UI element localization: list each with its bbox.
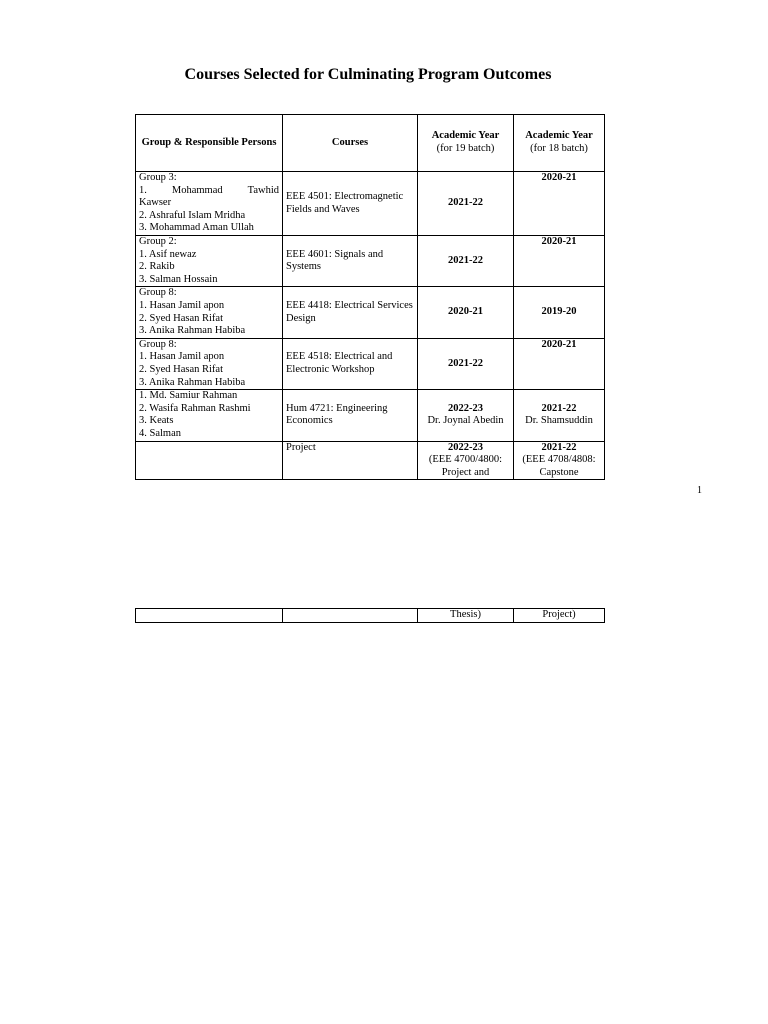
year19-cell: 2022-23 Dr. Joynal Abedin (418, 390, 514, 441)
group-cell: Group 8: 1. Hasan Jamil apon 2. Syed Hasan Rifat 3. Anika Rahman Habiba (136, 287, 283, 338)
course-cell: EEE 4601: Signals and Systems (283, 236, 418, 287)
group-cell (136, 609, 283, 623)
table-row (136, 441, 605, 480)
table-row (136, 172, 605, 236)
table-row (136, 338, 605, 389)
group-cell: Group 3: 1. Mohammad Tawhid Kawser 2. Ashraful Islam Mridha 3. Mohammad Aman Ullah (136, 172, 283, 236)
group-cell: 1. Md. Samiur Rahman 2. Wasifa Rahman Rashmi 3. Keats 4. Salman (136, 390, 283, 441)
header-year18: Academic Year (for 18 batch) (514, 115, 605, 172)
year18-cell: 2020-21 (514, 172, 605, 236)
courses-table (135, 114, 605, 480)
year19-cell: 2021-22 (418, 172, 514, 236)
page-number: 1 (697, 485, 702, 496)
year19-cell: 2021-22 (418, 236, 514, 287)
courses-table-continuation (135, 608, 605, 623)
course-cell (283, 609, 418, 623)
table-row (136, 390, 605, 441)
year19-cell: 2021-22 (418, 338, 514, 389)
member-line-justified: 1. Mohammad Tawhid (139, 184, 279, 196)
year19-cell: 2022-23 (EEE 4700/4800: Project and (418, 441, 514, 480)
year18-cell: Project) (514, 609, 605, 623)
year18-cell: 2020-21 (514, 236, 605, 287)
table-row (136, 287, 605, 338)
header-group: Group & Responsible Persons (136, 115, 283, 172)
year19-cell: Thesis) (418, 609, 514, 623)
course-cell: EEE 4501: Electromagnetic Fields and Waves (283, 172, 418, 236)
course-cell: EEE 4518: Electrical and Electronic Workshop (283, 338, 418, 389)
year19-cell: 2020-21 (418, 287, 514, 338)
header-courses: Courses (283, 115, 418, 172)
page-title: Courses Selected for Culminating Program Outcomes (184, 66, 552, 83)
course-cell: EEE 4418: Electrical Services Design (283, 287, 418, 338)
table-header-row (136, 115, 605, 172)
year18-cell: 2021-22 (EEE 4708/4808: Capstone (514, 441, 605, 480)
course-cell: Hum 4721: Engineering Economics (283, 390, 418, 441)
year18-cell: 2021-22 Dr. Shamsuddin (514, 390, 605, 441)
group-cell (136, 441, 283, 480)
group-cell: Group 8: 1. Hasan Jamil apon 2. Syed Hasan Rifat 3. Anika Rahman Habiba (136, 338, 283, 389)
header-year19: Academic Year (for 19 batch) (418, 115, 514, 172)
group-cell: Group 2: 1. Asif newaz 2. Rakib 3. Salman Hossain (136, 236, 283, 287)
course-cell: Project (283, 441, 418, 480)
year18-cell: 2019-20 (514, 287, 605, 338)
year18-cell: 2020-21 (514, 338, 605, 389)
table-row (136, 236, 605, 287)
table-row (136, 609, 605, 623)
